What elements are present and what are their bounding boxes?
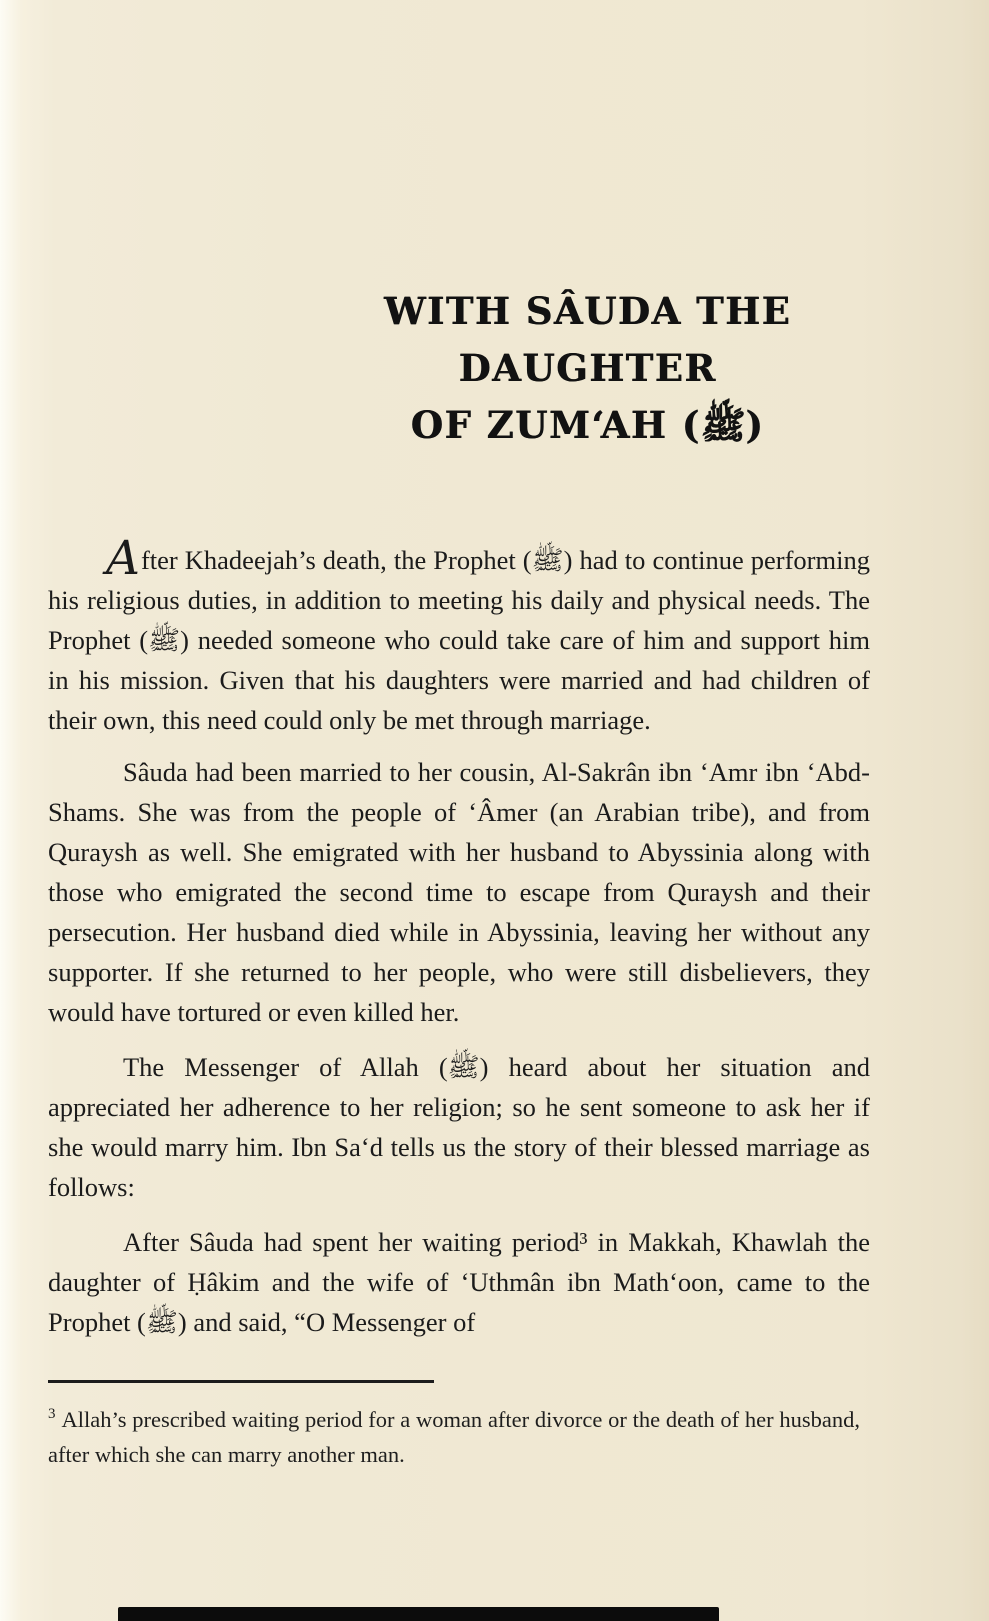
scan-artifact-bar bbox=[118, 1607, 719, 1621]
paragraph-text: After Sâuda had spent her waiting period³ in Makkah, Khawlah the daughter of Ḥâkim and the wife of ‘Uthmân ibn Math‘oon, came to the Prophet (ﷺ) and said, “O Messenger of bbox=[48, 1227, 870, 1337]
chapter-title-line2: OF ZUM‘AH (ﷺ) bbox=[410, 403, 765, 447]
footnote-text: Allah’s prescribed waiting period for a woman after divorce or the death of her husband, after which she can marry another man. bbox=[48, 1407, 860, 1467]
chapter-title-line1: WITH SÂUDA THE DAUGHTER bbox=[383, 289, 792, 390]
paragraph-text: Sâuda had been married to her cousin, Al-Sakrân ibn ‘Amr ibn ‘Abd-Shams. She was from the people of ‘Âmer (an Arabian tribe), and from Quraysh as well. She emigrated with her husband to Abyssinia along with those who emigrated the second time to escape from Quraysh and their persecution. Her husband died while in Abyssinia, leaving her without any supporter. If she returned to her people, who were still disbelievers, they would have tortured or even killed her. bbox=[48, 757, 870, 1027]
footnote-marker: 3 bbox=[48, 1406, 56, 1422]
paragraph-text: fter Khadeejah’s death, the Prophet (ﷺ) had to continue performing his religious duties, in addition to meeting his daily and physical needs. The Prophet (ﷺ) needed someone who could take care of him and support him in his mission. Given that his daughters were married and had children of their own, this need could only be met through marriage. bbox=[48, 545, 871, 735]
book-page bbox=[48, 0, 870, 1495]
paragraph bbox=[48, 1222, 870, 1342]
drop-cap: A bbox=[106, 531, 140, 586]
paragraph-text: The Messenger of Allah (ﷺ) heard about her situation and appreciated her adherence to her religion; so he sent someone to ask her if she would marry him. Ibn Sa‘d tells us the story of their blessed marriage as follows: bbox=[48, 1052, 871, 1202]
footnote-separator bbox=[48, 1380, 434, 1383]
footnote bbox=[48, 1397, 860, 1472]
paragraph bbox=[48, 1047, 870, 1207]
paragraph bbox=[48, 531, 871, 740]
body-text bbox=[48, 531, 871, 1342]
paragraph bbox=[48, 752, 870, 1032]
chapter-title bbox=[260, 283, 915, 454]
